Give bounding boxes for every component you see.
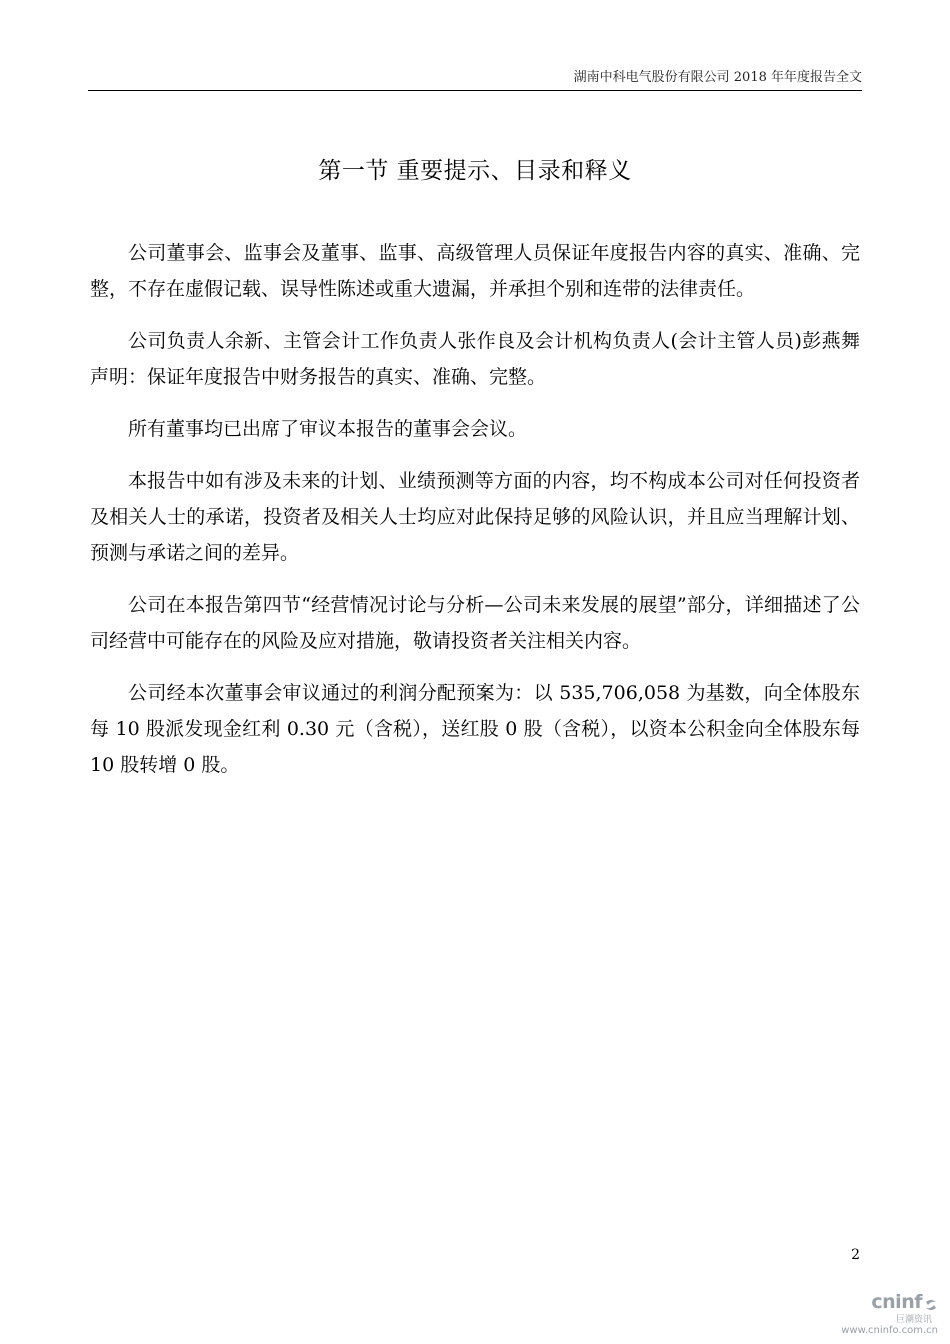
page-header (88, 0, 862, 91)
section-title: 第一节 重要提示、目录和释义 (318, 158, 632, 184)
page-number: 2 (851, 1247, 860, 1263)
paragraph-responsible-statement: 公司负责人余新、主管会计工作负责人张作良及会计机构负责人(会计主管人员)彭燕舞声明：保证年度报告中财务报告的真实、准确、完整。 (90, 330, 860, 388)
paragraph-attendance: 所有董事均已出席了审议本报告的董事会会议。 (128, 418, 528, 440)
watermark-logo (838, 1291, 938, 1313)
paragraph-forward-looking: 本报告中如有涉及未来的计划、业绩预测等方面的内容，均不构成本公司对任何投资者及相关人士的承诺，投资者及相关人士均应对此保持足够的风险认识，并且应当理解计划、预测与承诺之间的差异。 (90, 470, 860, 564)
watermark-logo-text: cninf (871, 1291, 922, 1313)
cninfo-watermark (838, 1291, 938, 1336)
paragraph-profit-distribution: 公司经本次董事会审议通过的利润分配预案为：以 535,706,058 为基数，向全体股东每 10 股派发现金红利 0.30 元（含税），送红股 0 股（含税），以资本公积金向全体股东每 10 股转增 0 股。 (90, 682, 860, 776)
paragraph-risk-notice: 公司在本报告第四节“经营情况讨论与分析—公司未来发展的展望”部分，详细描述了公司经营中可能存在的风险及应对措施，敬请投资者关注相关内容。 (90, 594, 860, 652)
header-title: 湖南中科电气股份有限公司 2018 年年度报告全文 (573, 70, 862, 85)
paragraph-board-guarantee: 公司董事会、监事会及董事、监事、高级管理人员保证年度报告内容的真实、准确、完整，不存在虚假记载、误导性陈述或重大遗漏，并承担个别和连带的法律责任。 (90, 242, 860, 300)
cninfo-swirl-icon (924, 1295, 938, 1309)
watermark-subtitle: 巨潮资讯 (895, 1315, 932, 1325)
watermark-url: www.cninfo.com.cn (841, 1325, 938, 1336)
body-content (90, 235, 860, 799)
